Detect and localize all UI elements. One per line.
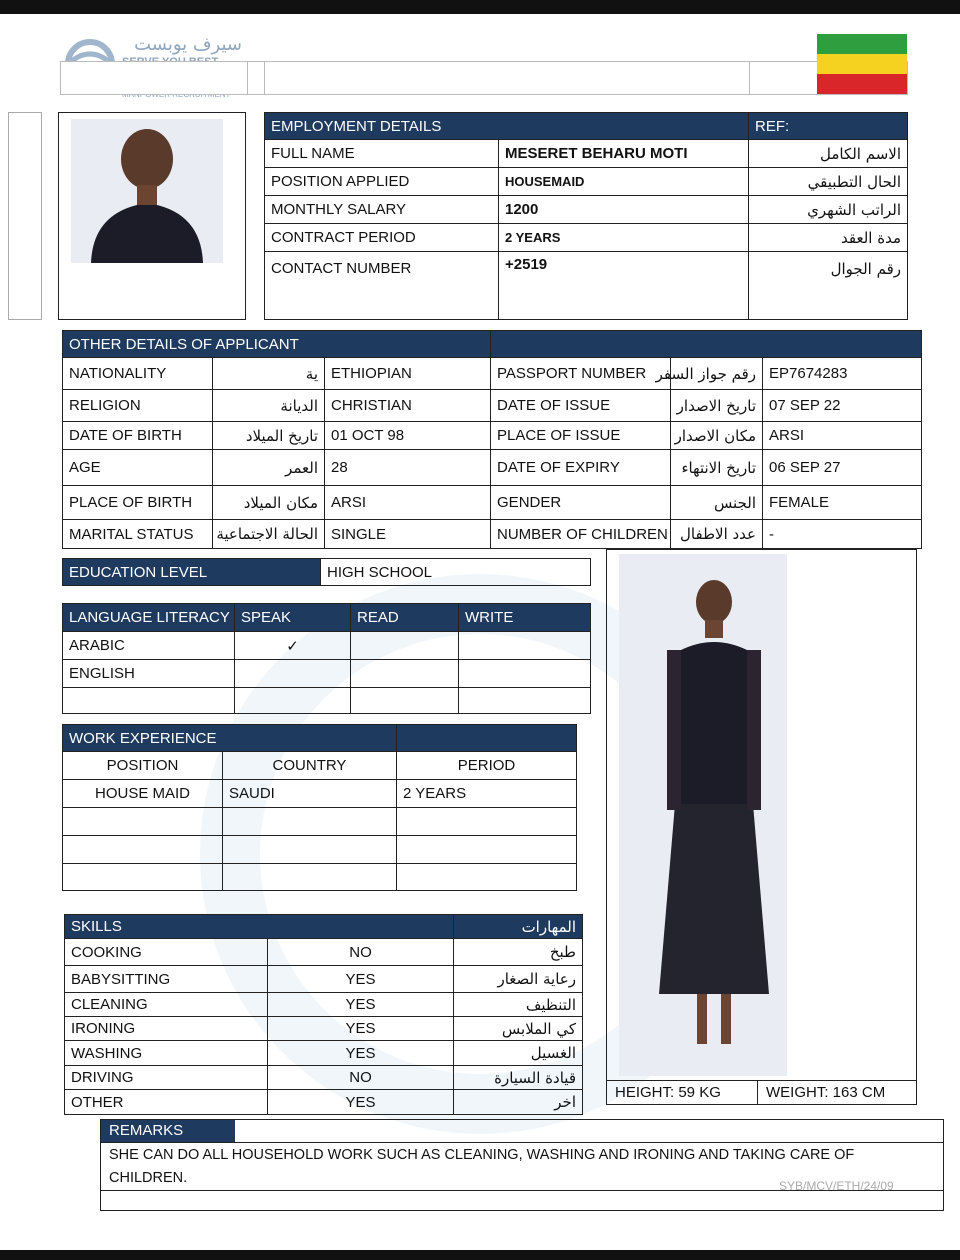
other-label-right: DATE OF ISSUE <box>491 390 671 422</box>
employment-table <box>264 112 908 320</box>
skill-name: DRIVING <box>65 1066 268 1090</box>
other-value-right: - <box>763 520 922 549</box>
read-header: READ <box>351 604 459 632</box>
other-value-right: EP7674283 <box>763 358 922 390</box>
other-value-left: SINGLE <box>325 520 491 549</box>
other-label-left: AGE <box>63 450 213 486</box>
other-details-row <box>63 520 922 549</box>
other-label-left: PLACE OF BIRTH <box>63 486 213 520</box>
other-label-right: NUMBER OF CHILDREN <box>491 520 671 549</box>
skill-value: YES <box>268 966 454 993</box>
education-label: EDUCATION LEVEL <box>63 559 321 586</box>
other-ar-right: رقم جواز السفر <box>671 358 763 390</box>
other-ar-left: مكان الميلاد <box>213 486 325 520</box>
portrait-person-icon <box>71 119 223 263</box>
language-row-lang: ENGLISH <box>63 660 235 688</box>
skill-name: WASHING <box>65 1041 268 1066</box>
full-name-ar: الاسم الكامل <box>749 140 908 168</box>
other-details-row <box>63 422 922 450</box>
skill-value: YES <box>268 1017 454 1041</box>
skill-row <box>65 939 583 966</box>
other-label-right: PLACE OF ISSUE <box>491 422 671 450</box>
skill-name-ar: قيادة السيارة <box>454 1066 583 1090</box>
other-ar-left: الحالة الاجتماعية <box>213 520 325 549</box>
document-code: SYB/MCV/ETH/24/09 <box>779 1179 894 1193</box>
work-col-period: PERIOD <box>397 752 577 780</box>
other-label-right: PASSPORT NUMBER <box>491 358 671 390</box>
language-header: LANGUAGE LITERACY <box>63 604 235 632</box>
other-value-left: ETHIOPIAN <box>325 358 491 390</box>
skill-value: NO <box>268 939 454 966</box>
height-value: HEIGHT: 59 KG <box>607 1080 758 1104</box>
other-details-header: OTHER DETAILS OF APPLICANT <box>63 331 491 358</box>
skill-row <box>65 1041 583 1066</box>
other-value-right: 06 SEP 27 <box>763 450 922 486</box>
language-row-read <box>351 660 459 688</box>
position-value: HOUSEMAID <box>499 168 749 196</box>
skill-name-ar: رعاية الصغار <box>454 966 583 993</box>
language-row-write <box>459 660 591 688</box>
remarks-box <box>100 1119 944 1211</box>
other-value-left: 01 OCT 98 <box>325 422 491 450</box>
skill-row <box>65 966 583 993</box>
other-ar-right: عدد الاطفال <box>671 520 763 549</box>
skill-name: OTHER <box>65 1090 268 1115</box>
language-row-read <box>351 632 459 660</box>
full-photo-frame <box>606 549 917 1105</box>
other-ar-left: تاريخ الميلاد <box>213 422 325 450</box>
work-position: HOUSE MAID <box>63 780 223 808</box>
salary-label: MONTHLY SALARY <box>265 196 499 224</box>
skills-header: SKILLS <box>65 915 454 939</box>
language-row-speak: ✓ <box>235 632 351 660</box>
full-name-label: FULL NAME <box>265 140 499 168</box>
other-value-right: FEMALE <box>763 486 922 520</box>
education-table <box>62 558 591 586</box>
remarks-line-2: CHILDREN. <box>109 1170 188 1186</box>
position-label: POSITION APPLIED <box>265 168 499 196</box>
other-ar-right: مكان الاصدار <box>671 422 763 450</box>
portrait-frame <box>58 112 246 320</box>
write-header: WRITE <box>459 604 591 632</box>
work-period: 2 YEARS <box>397 780 577 808</box>
work-col-position: POSITION <box>63 752 223 780</box>
contact-ar: رقم الجوال <box>749 252 908 320</box>
language-table <box>62 603 591 714</box>
cv-page <box>0 14 960 1250</box>
employment-header: EMPLOYMENT DETAILS <box>265 113 749 140</box>
skill-name-ar: طبخ <box>454 939 583 966</box>
work-header: WORK EXPERIENCE <box>63 725 397 752</box>
contact-label: CONTACT NUMBER <box>265 252 499 320</box>
skill-row <box>65 1066 583 1090</box>
portrait-photo <box>71 119 223 263</box>
skill-name: COOKING <box>65 939 268 966</box>
other-ar-right: تاريخ الانتهاء <box>671 450 763 486</box>
skills-table <box>64 914 583 1115</box>
full-name-value: MESERET BEHARU MOTI <box>499 140 749 168</box>
work-country: SAUDI <box>223 780 397 808</box>
ethiopia-flag-icon <box>817 34 907 94</box>
speak-header: SPEAK <box>235 604 351 632</box>
other-label-left: RELIGION <box>63 390 213 422</box>
other-label-left: MARITAL STATUS <box>63 520 213 549</box>
language-row-write <box>459 632 591 660</box>
language-row-lang: ARABIC <box>63 632 235 660</box>
education-value: HIGH SCHOOL <box>321 559 591 586</box>
remarks-header: REMARKS <box>101 1120 235 1142</box>
other-ar-left: ية <box>213 358 325 390</box>
skill-name-ar: كي الملابس <box>454 1017 583 1041</box>
other-ar-left: الديانة <box>213 390 325 422</box>
contract-value: 2 YEARS <box>499 224 749 252</box>
position-ar: الحال التطبيقي <box>749 168 908 196</box>
skills-header-ar: المهارات <box>454 915 583 939</box>
skill-name-ar: اخر <box>454 1090 583 1115</box>
weight-value: WEIGHT: 163 CM <box>758 1080 916 1104</box>
skill-value: YES <box>268 1041 454 1066</box>
skill-value: YES <box>268 1090 454 1115</box>
other-label-left: NATIONALITY <box>63 358 213 390</box>
contract-ar: مدة العقد <box>749 224 908 252</box>
other-details-row <box>63 486 922 520</box>
skill-value: YES <box>268 993 454 1017</box>
other-label-left: DATE OF BIRTH <box>63 422 213 450</box>
side-box <box>8 112 42 320</box>
skill-value: NO <box>268 1066 454 1090</box>
skill-name-ar: الغسيل <box>454 1041 583 1066</box>
other-details-row <box>63 450 922 486</box>
full-body-photo <box>619 554 787 1076</box>
other-value-right: ARSI <box>763 422 922 450</box>
other-label-right: GENDER <box>491 486 671 520</box>
contract-label: CONTRACT PERIOD <box>265 224 499 252</box>
salary-ar: الراتب الشهري <box>749 196 908 224</box>
skill-name: IRONING <box>65 1017 268 1041</box>
remarks-line-1: SHE CAN DO ALL HOUSEHOLD WORK SUCH AS CLEANING, WASHING AND IRONING AND TAKING CARE OF <box>109 1147 855 1163</box>
other-details-row <box>63 390 922 422</box>
work-col-country: COUNTRY <box>223 752 397 780</box>
other-value-left: 28 <box>325 450 491 486</box>
header-bar <box>60 61 908 95</box>
other-value-right: 07 SEP 22 <box>763 390 922 422</box>
ref-label: REF: <box>749 113 908 140</box>
salary-value: 1200 <box>499 196 749 224</box>
language-row-speak <box>235 660 351 688</box>
logo-arabic-text: سيرف يوبست <box>134 34 242 55</box>
skill-name: BABYSITTING <box>65 966 268 993</box>
other-value-left: CHRISTIAN <box>325 390 491 422</box>
skill-row <box>65 1090 583 1115</box>
skill-name: CLEANING <box>65 993 268 1017</box>
other-ar-left: العمر <box>213 450 325 486</box>
skill-row <box>65 1017 583 1041</box>
full-body-person-icon <box>619 554 787 1076</box>
skill-name-ar: التنظيف <box>454 993 583 1017</box>
other-label-right: DATE OF EXPIRY <box>491 450 671 486</box>
contact-value: +2519 <box>499 252 749 320</box>
other-ar-right: تاريخ الاصدار <box>671 390 763 422</box>
other-ar-right: الجنس <box>671 486 763 520</box>
work-experience-table <box>62 724 577 891</box>
skill-row <box>65 993 583 1017</box>
other-details-table <box>62 330 922 549</box>
other-value-left: ARSI <box>325 486 491 520</box>
other-details-row <box>63 358 922 390</box>
